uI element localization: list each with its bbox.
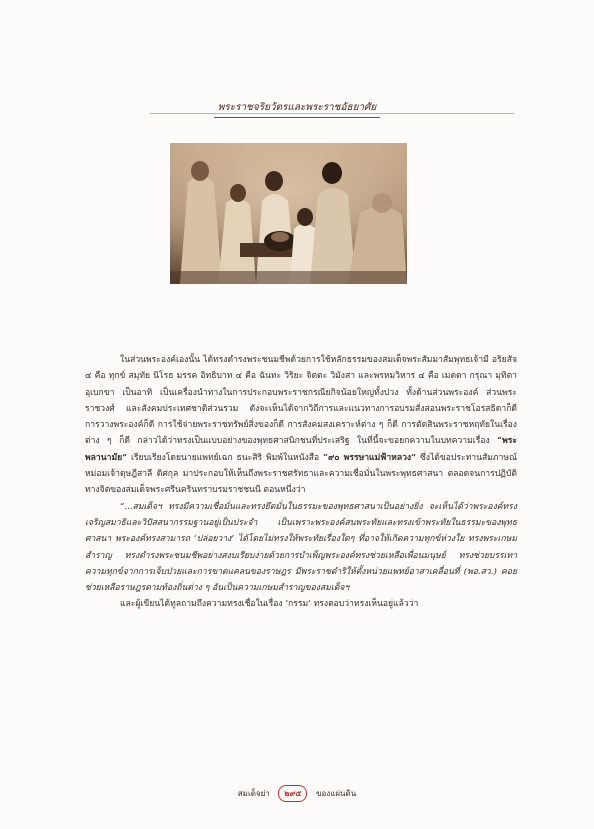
body-paragraph bbox=[85, 352, 517, 499]
article-body bbox=[85, 352, 517, 613]
emphasized-title: “พระพลานามัย” bbox=[85, 436, 517, 463]
header-title: พระราชจริยวัตรและพระราชอัธยาศัย bbox=[214, 100, 381, 118]
body-paragraph bbox=[85, 596, 517, 612]
text-run: “...สมเด็จฯ ทรงมีความเชื่อมั่นและทรงยึดมั่นในธรรมะของพุทธศาสนาเป็นอย่างยิ่ง จะเห็นได้ว่าพระองค์ทรงเจริญสมาธิและวิปัสสนากรรมฐานอยู่เป็นประจำ เป็นเพราะพระองค์สนพระทัยและทรงเข้าพระทัยในธรรมะของพุทธศาสนา พระองค์ทรงสามารถ ‘ปล่อยวาง’ ได้โดยไม่ทรงให้พระทัยเรื่องใดๆ ที่อาจให้เกิดความทุกข์ห่วงใย ทรงพระเกษมสำราญ ทรงดำรงพระชนมชีพอย่างสงบเรียบง่ายด้วยการบำเพ็ญพระองค์ทรงช่วยเหลือเพื่อนมนุษย์ ทรงช่วยบรรเทาความทุกข์จากการเจ็บป่วยและการขาดแคลนของราษฎร มีพระราชดำริให้ตั้งหน่วยแพทย์อาสาเคลื่อนที่ (พอ.สว.) คอยช่วยเหลือราษฎรตามท้องถิ่นต่าง ๆ อันเป็นความเกษมสำราญของสมเด็จฯ bbox=[85, 501, 517, 594]
photo-illustration bbox=[170, 143, 407, 284]
footer-left: สมเด็จย่า bbox=[237, 789, 270, 798]
quotation-paragraph bbox=[85, 499, 517, 597]
text-run: เรียบเรียงโดยนายแพทย์เฉก ธนะสิริ พิมพ์ในหนังสือ bbox=[127, 452, 324, 463]
footer-right: ของแผ่นดิน bbox=[316, 789, 357, 798]
header-rule bbox=[150, 113, 514, 114]
sepia-photograph bbox=[170, 143, 407, 284]
running-header bbox=[0, 95, 594, 118]
text-run: ในส่วนพระองค์เองนั้น ได้ทรงดำรงพระชนมชีพด้วยการใช้หลักธรรมของสมเด็จพระสัมมาสัมพุทธเจ้ามี อริยสัจ ๔ คือ ทุกข์ สมุทัย นิโรธ มรรค อิทธิบาท ๔ คือ ฉันทะ วิริยะ จิตตะ วิมังสา และพรหมวิหาร ๔ คือ เมตตา กรุณา มุทิตา อุเบกขา เป็นอาทิ เป็นเครื่องนำทางในการประกอบพระราชกรณียกิจน้อยใหญ่ทั้งปวง ทั้งด้านส่วนพระองค์ ส่วนพระราชวงศ์ และสังคมประเทศชาติส่วนรวม ดังจะเห็นได้จากวิถีการและแนวทางการอบรมสั่งสอนพระราชโอรสธิดาก็ดี การวางพระองค์ก็ดี การใช้จ่ายพระราชทรัพย์สิ่งของก็ดี การสังคมสงเคราะห์ต่าง ๆ ก็ดี การตัดสินพระราชหฤทัยในเรื่องต่าง ๆ ก็ดี กล่าวได้ว่าทรงเป็นแบบอย่างของพุทธศาสนิกชนที่ประเสริฐ ในที่นี้จะขอยกความในบทความเรื่อง bbox=[85, 355, 517, 447]
emphasized-title: “๙๐ พรรษาแม่ฟ้าหลวง” bbox=[323, 452, 417, 463]
text-run: ซึ่งได้ขอประทานสัมภาษณ์หม่อมเจ้าดุษฎีสาลี ดิศกุล มาประกอบให้เห็นถึงพระราชศรัทธาและความเชื่อมั่นในพระพุทธศาสนา ตลอดจนการปฏิบัติทางจิตของสมเด็จพระศรีนครินทราบรมราชชนนี ตอนหนึ่งว่า bbox=[85, 452, 517, 496]
text-run: และผู้เขียนได้ทูลถามถึงความทรงเชื่อในเรื่อง ‘กรรม’ ทรงตอบว่าทรงเห็นอยู่แล้วว่า bbox=[120, 599, 419, 610]
page-footer bbox=[0, 785, 594, 802]
page-number: ๒๙๕ bbox=[278, 785, 307, 802]
